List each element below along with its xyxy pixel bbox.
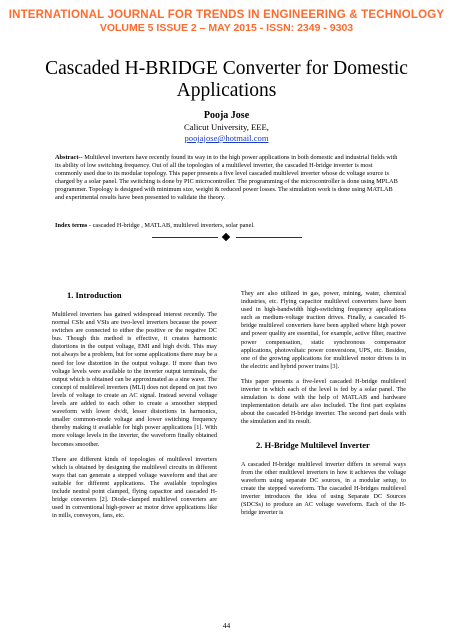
author-block xyxy=(0,109,453,144)
journal-header xyxy=(0,9,453,34)
journal-volume-issue: VOLUME 5 ISSUE 2 – MAY 2015 - ISSN: 2349 - 9303 xyxy=(99,21,354,34)
index-terms xyxy=(55,222,400,230)
author-affiliation: Calicut University, EEE, xyxy=(184,122,269,132)
introduction-heading: 1. Introduction xyxy=(67,290,122,300)
separator-line-left xyxy=(152,237,218,238)
index-terms-text: - cascaded H-bridge , MATLAB, multilevel inverters, solar panel. xyxy=(87,222,255,229)
hbridge-paragraph-1: A cascaded H-bridge multilevel inverter differs in several ways from the other multilevel inverters in how it achieves the voltage waveform using separate DC sources, in a modular setup, to create the stepped waveform. The cascaded H-bridges multilevel inverter introduces the idea of using Separate DC Sources (SDCSs) to produce an AC voltage waveform. Each of the H-bridge inverter is xyxy=(241,460,406,517)
introduction-paragraph-4: This paper presents a five-level cascaded H-bridge multilevel inverter in which each of the level is fed by a solar panel. The simulation is done with the help of MATLAB and hardware implementation details are also included. The first part explains about the cascaded H-bridge inverter. The second part deals with the simulation and its result. xyxy=(241,377,406,426)
diamond-icon xyxy=(222,233,230,241)
abstract-label: Abstract-- xyxy=(55,154,83,161)
index-terms-label: Index terms xyxy=(55,222,88,229)
author-email-link[interactable]: poojajose@hotmail.com xyxy=(184,133,269,143)
introduction-paragraph-2: There are different kinds of topologies of multilevel inverters which is obtained by designing the multilevel circuits in different ways that can generate a stepped voltage waveform and that are suitable for different applications. The available topologies include neutral point clamped, flying capacitor and cascaded H-bridge converters [2]. Diode-clamped multilevel converters are used in conventional high-power ac motor drive applications like in mills, conveyors, fans, etc. xyxy=(52,455,217,520)
abstract-text: Multilevel inverters have recently found its way in to the high power applications in both domestic and industrial fields with its ability of low switching frequency. Out of all the topologies of a multilevel inverter, the cascaded H-bridge inverter is most commonly used due to its modular topology. This paper presents a five level cascaded multilevel inverter whose dc voltage source is charged by a solar panel. The switching is done by PIC microcontroller. The programming of the microcontroller is done using MPLAB programmer. Topology is designed with minimum size, weight & reduced power losses. The simulation work is done using MATLAB and experimental results have been presented to validate the theory. xyxy=(55,154,398,201)
paper-title: Cascaded H-BRIDGE Converter for Domestic Applications xyxy=(45,58,408,101)
author-name: Pooja Jose xyxy=(203,110,250,121)
abstract xyxy=(55,154,400,202)
page-number: 44 xyxy=(222,621,231,630)
separator-line-right xyxy=(236,237,302,238)
right-column xyxy=(241,290,406,517)
section-separator xyxy=(152,232,302,242)
introduction-paragraph-1: Multilevel inverters has gained widespread interest recently. The normal CSIs and VSIs are two-level inverters because the power switches are connected to either the positive or the negative DC bus. Though this method is effective, it creates harmonic distortions in the output voltage, EMI and high dv/dt. This may not always be a problem, but for some applications there may be a need for low distortion in the output voltage. If more than two voltage levels were available to the inverter output terminals, the output which is obtained can be approximated as a sine wave. The concept of multilevel inverters (MLI) does not depend on just two levels of voltage to create an AC signal. Instead several voltage levels are added to each other to create a smoother stepped waveform with lower dv/dt, lesser distortions in harmonics, smaller common-mode voltage and lower switching frequency thereby making it available for high power applications [1]. With more voltage levels in the inverter, the waveform finally obtained becomes smoother. xyxy=(52,311,217,448)
hbridge-heading: 2. H-Bridge Multilevel Inverter xyxy=(256,439,370,450)
introduction-paragraph-3: They are also utilized in gas, power, mining, water, chemical industries, etc. Flying capacitor multilevel converters have been used in high-bandwidth high-switching frequency applications such as medium-voltage traction drives. Finally, a cascaded H-bridge multilevel converters have been applied where high power and power quality are essential, for example, active filter, reactive power compensation, static synchronous compensator applications, photovoltaic power conversions, UPS, etc. Besides, one of the growing applications for multilevel motor drives is in the electric and hybrid power trains [3]. xyxy=(241,290,406,370)
left-column xyxy=(52,290,217,520)
journal-title: INTERNATIONAL JOURNAL FOR TRENDS IN ENGINEERING & TECHNOLOGY xyxy=(8,9,445,21)
